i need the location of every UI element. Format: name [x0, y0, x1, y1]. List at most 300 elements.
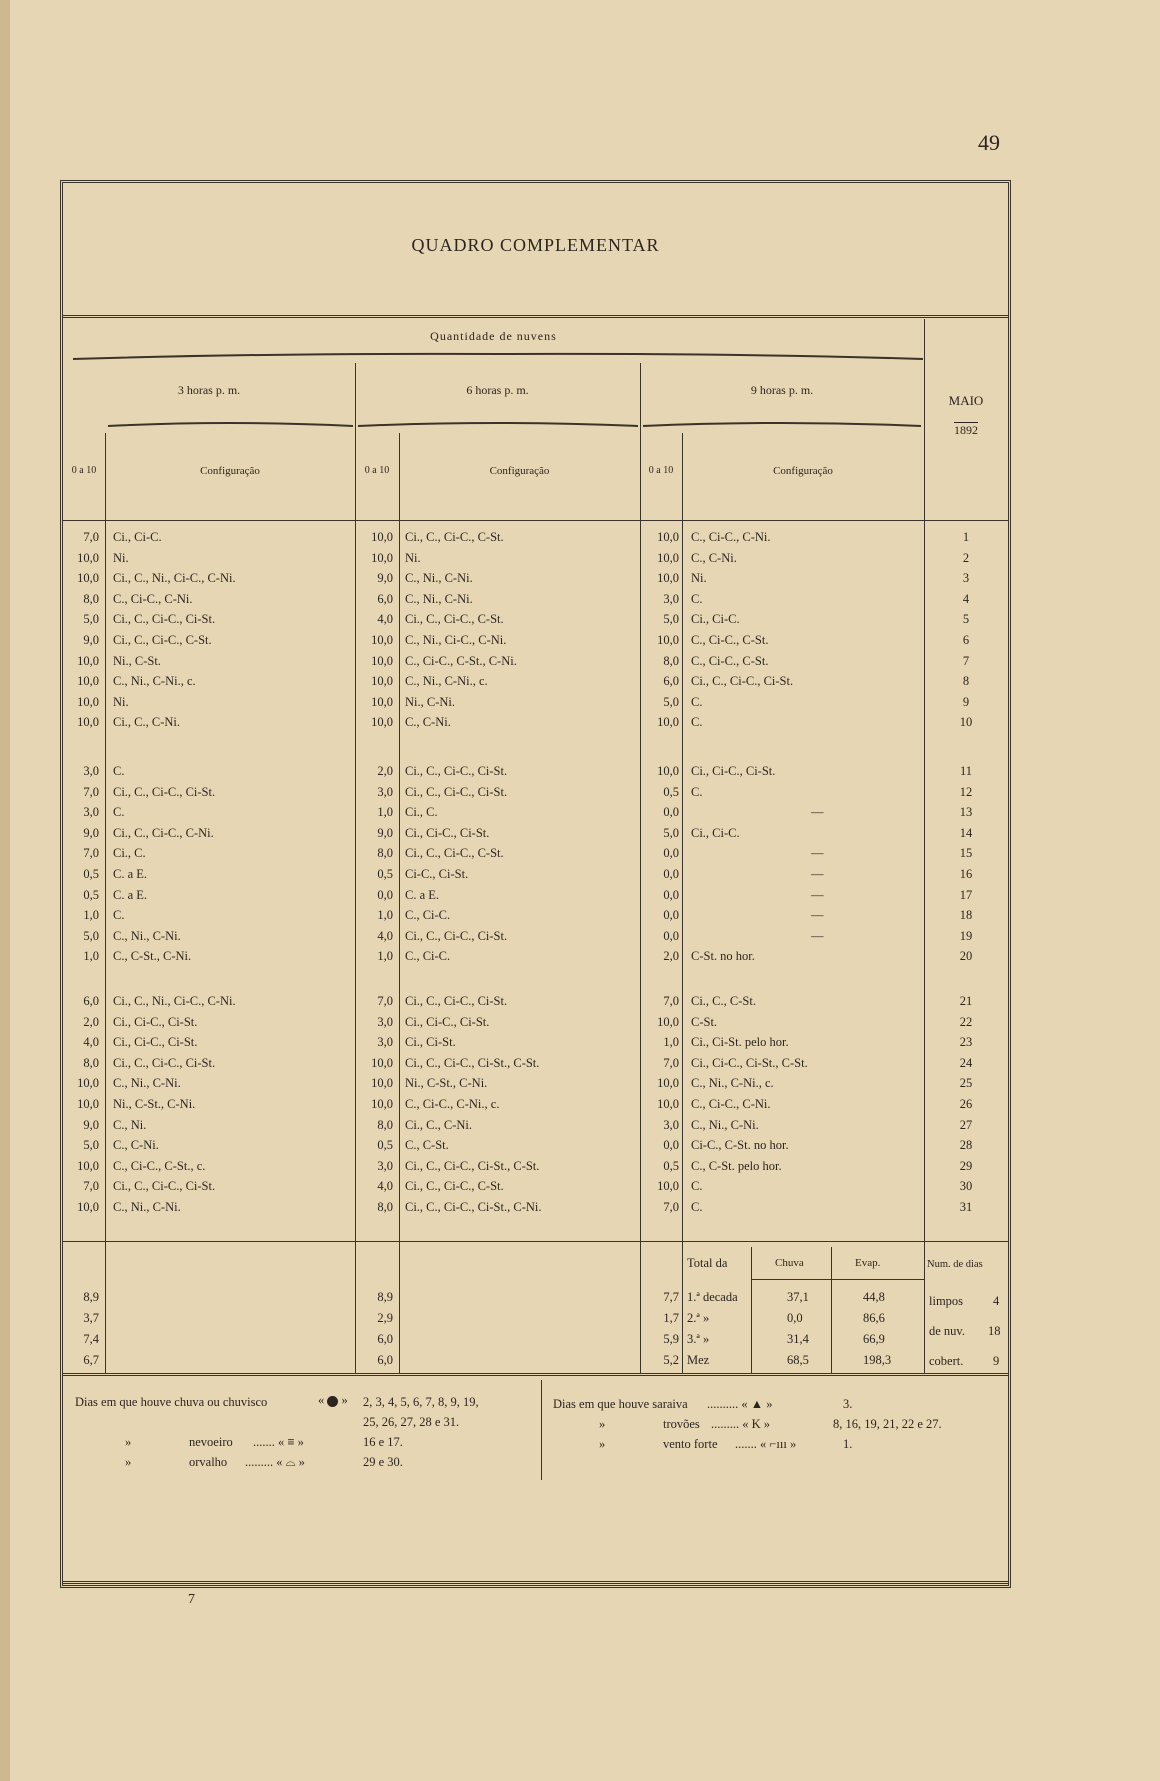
header-3h: 3 horas p. m.	[177, 383, 241, 397]
summary-periods: Mez	[687, 1353, 710, 1367]
footer-orvalho-days: 29 e 30.	[363, 1455, 403, 1469]
day-number: 5	[962, 612, 970, 627]
cloud-amount: 8,0	[83, 591, 99, 606]
day-number: 16	[959, 867, 973, 881]
summary-mean: 7,4	[83, 1332, 99, 1346]
cloud-configuration: Ci., Ci-C., Ci-St., C-St.	[691, 1055, 808, 1070]
cloud-amount: 7,0	[83, 530, 99, 544]
day-number: 20	[959, 949, 973, 964]
cloud-amount: 10,0	[77, 550, 99, 565]
cloud-configuration: Ci., C., Ci-C., Ci-St.	[113, 1179, 216, 1194]
ditto-mark: »	[599, 1437, 606, 1451]
footer-orvalho-label: orvalho	[189, 1455, 228, 1469]
cloud-amount: 10,0	[77, 1076, 99, 1091]
cloud-amount: 1,0	[83, 949, 99, 964]
bottom-number: 7	[188, 1592, 195, 1607]
summary-total-da: Total da	[687, 1256, 728, 1270]
cloud-amount: 3,0	[663, 591, 679, 606]
cloud-configuration: Ci., C., Ci-C., Ci-St.	[405, 994, 508, 1008]
summary-cobert: cobert.	[929, 1354, 964, 1368]
cloud-amount: 0,0	[663, 887, 679, 902]
cloud-amount: 0,5	[83, 867, 99, 881]
cloud-amount: 10,0	[371, 715, 393, 730]
cloud-configuration: —	[811, 887, 824, 902]
cloud-configuration: Ci., C., Ci-C., Ci-St.	[113, 612, 216, 627]
cloud-configuration: C., C-St. pelo hor.	[691, 1158, 782, 1173]
cloud-amount: 0,0	[663, 867, 679, 881]
summary-evap-vals: 44,8	[863, 1290, 885, 1304]
cloud-amount: 7,0	[83, 784, 99, 799]
day-number: 8	[962, 674, 970, 689]
rule	[751, 1247, 752, 1373]
day-number: 30	[959, 1179, 973, 1194]
cloud-amount: 10,0	[657, 550, 679, 565]
cloud-amount: 7,0	[663, 1055, 679, 1070]
cloud-amount: 2,0	[377, 764, 393, 778]
footer-chuva-days: 2, 3, 4, 5, 6, 7, 8, 9, 19,	[363, 1395, 479, 1409]
cloud-amount: 8,0	[83, 1055, 99, 1070]
cloud-configuration: C-St.	[691, 1014, 718, 1029]
footer-saraiva-days: 3.	[843, 1397, 853, 1411]
cloud-configuration: C. a E.	[113, 867, 148, 881]
cloud-amount: 10,0	[657, 1014, 679, 1029]
cloud-configuration: C., Ni., C-Ni.	[405, 591, 473, 606]
cloud-amount: 8,0	[377, 1117, 393, 1132]
cloud-configuration: Ni., C-St., C-Ni.	[405, 1076, 488, 1091]
header-month: MAIO	[948, 393, 984, 408]
summary-mean: 5,2	[663, 1353, 679, 1367]
cloud-configuration: C., C-Ni.	[113, 1138, 159, 1153]
cloud-configuration: C-St. no hor.	[691, 949, 755, 964]
cloud-amount: 4,0	[377, 1179, 393, 1194]
quadro-table	[60, 180, 1011, 1588]
cloud-configuration: C.	[691, 784, 703, 799]
cloud-amount: 7,0	[83, 1179, 99, 1194]
hail-icon: .......... « ▲ »	[707, 1397, 773, 1411]
day-number: 6	[962, 633, 970, 647]
day-number: 15	[959, 846, 973, 861]
summary-de-nuv: de nuv.	[929, 1324, 965, 1338]
cloud-amount: 3,0	[83, 764, 99, 778]
cloud-configuration: C.	[113, 908, 125, 923]
cloud-configuration: C., Ci-C., C-Ni.	[691, 530, 771, 544]
summary-evap-header: Evap.	[855, 1257, 881, 1269]
summary-cobert-val: 9	[993, 1354, 1000, 1368]
cloud-amount: 7,0	[377, 994, 393, 1008]
brace-3h	[108, 420, 353, 428]
cloud-amount: 4,0	[377, 928, 393, 943]
cloud-configuration: Ci., C., Ci-C., Ci-St., C-St.	[405, 1158, 540, 1173]
cloud-configuration: Ci., C.	[405, 805, 438, 820]
cloud-amount: 10,0	[77, 653, 99, 668]
cloud-configuration: C.	[691, 1200, 703, 1214]
cloud-amount: 0,0	[663, 928, 679, 943]
cloud-amount: 9,0	[83, 825, 99, 840]
cloud-configuration: Ci., C., Ci-C., Ci-St.	[113, 784, 216, 799]
footer-nevoeiro-label: nevoeiro	[189, 1435, 233, 1449]
cloud-configuration: Ci., C., Ci-C., Ci-St.	[113, 1055, 216, 1070]
cloud-amount: 10,0	[77, 571, 99, 586]
summary-chuva-vals: 31,4	[787, 1332, 809, 1346]
cloud-amount: 4,0	[83, 1035, 99, 1050]
day-number: 21	[959, 994, 973, 1008]
cloud-configuration: C., Ci-C., C-Ni., c.	[405, 1097, 500, 1111]
cloud-amount: 6,0	[663, 674, 679, 689]
day-number: 25	[959, 1076, 973, 1091]
day-number: 26	[959, 1097, 973, 1111]
cloud-configuration: C., Ci-C., C-St., C-Ni.	[405, 653, 517, 668]
cloud-configuration: C. a E.	[405, 887, 440, 902]
cloud-configuration: C., Ni.	[113, 1117, 147, 1132]
cloud-amount: 0,5	[377, 867, 393, 881]
cloud-amount: 2,0	[83, 1014, 99, 1029]
cloud-amount: 6,0	[83, 994, 99, 1008]
cloud-configuration: C., Ci-C., C-Ni.	[113, 591, 193, 606]
summary-chuva-vals: 37,1	[787, 1290, 809, 1304]
cloud-amount: 10,0	[657, 715, 679, 730]
cloud-configuration: —	[811, 805, 824, 820]
rule	[355, 363, 356, 1373]
ditto-mark: »	[599, 1417, 606, 1431]
summary-periods: 1.ª decada	[687, 1290, 738, 1304]
footer-trovoes-label: trovões	[663, 1417, 700, 1431]
cloud-configuration: C.	[113, 805, 125, 820]
cloud-amount: 1,0	[83, 908, 99, 923]
summary-mean: 6,0	[377, 1353, 393, 1367]
summary-mean: 7,7	[663, 1290, 679, 1304]
cloud-configuration: Ci., C., Ci-C., C-St.	[405, 1179, 504, 1194]
cloud-amount: 0,0	[663, 846, 679, 861]
rule	[831, 1247, 832, 1373]
day-number: 13	[959, 805, 973, 820]
cloud-configuration: —	[811, 867, 824, 881]
thunder-icon: ......... « K »	[711, 1417, 771, 1431]
cloud-configuration: Ci., Ci-C.	[691, 825, 740, 840]
cloud-configuration: Ci., C., Ni., Ci-C., C-Ni.	[113, 994, 236, 1008]
summary-mean: 5,9	[663, 1332, 679, 1346]
day-number: 29	[959, 1158, 973, 1173]
table-title: QUADRO COMPLEMENTAR	[411, 235, 660, 255]
day-number: 22	[959, 1014, 973, 1029]
cloud-configuration: C., Ni., C-Ni.	[691, 1117, 759, 1132]
cloud-amount: 10,0	[77, 694, 99, 709]
cloud-configuration: —	[811, 846, 824, 861]
cloud-amount: 10,0	[371, 1076, 393, 1091]
cloud-amount: 8,0	[377, 1200, 393, 1214]
cloud-configuration: C., Ni., C-Ni.	[113, 1076, 181, 1091]
cloud-configuration: C., Ni., C-Ni., c.	[691, 1076, 774, 1091]
day-number: 1	[962, 530, 970, 544]
cloud-configuration: C., Ni., C-Ni.	[113, 1200, 181, 1214]
cloud-configuration: —	[811, 908, 824, 923]
cloud-amount: 10,0	[657, 1076, 679, 1091]
summary-chuva-vals: 0,0	[787, 1311, 803, 1325]
cloud-amount: 10,0	[371, 653, 393, 668]
summary-mean: 3,7	[83, 1311, 99, 1325]
header-9h: 9 horas p. m.	[750, 383, 814, 397]
cloud-configuration: Ci., Ci-St. pelo hor.	[691, 1035, 789, 1050]
cloud-amount: 10,0	[657, 530, 679, 544]
cloud-amount: 5,0	[663, 825, 679, 840]
cloud-amount: 0,0	[663, 805, 679, 820]
rule	[640, 363, 641, 1373]
summary-num-dias: Num. de dias	[927, 1259, 983, 1270]
cloud-amount: 0,5	[663, 784, 679, 799]
cloud-configuration: Ci., Ci-C.	[691, 612, 740, 627]
footer-trovoes-days: 8, 16, 19, 21, 22 e 27.	[833, 1417, 942, 1431]
cloud-amount: 8,0	[377, 846, 393, 861]
cloud-amount: 5,0	[663, 612, 679, 627]
day-number: 23	[959, 1035, 973, 1050]
cloud-amount: 10,0	[371, 550, 393, 565]
header-config-9h: Configuração	[773, 465, 833, 477]
cloud-amount: 10,0	[371, 530, 393, 544]
cloud-amount: 10,0	[371, 1055, 393, 1070]
summary-de-nuv-val: 18	[988, 1324, 1001, 1338]
cloud-amount: 7,0	[663, 1200, 679, 1214]
rule	[63, 315, 1008, 318]
cloud-amount: 3,0	[377, 1014, 393, 1029]
footer-saraiva-label: Dias em que houve saraiva	[553, 1397, 688, 1411]
cloud-amount: 10,0	[77, 1158, 99, 1173]
cloud-configuration: Ci., C., Ci-C., Ci-St.	[405, 928, 508, 943]
day-number: 12	[959, 784, 973, 799]
cloud-configuration: Ci., C., Ci-C., Ci-St.	[691, 674, 794, 689]
cloud-amount: 10,0	[371, 1097, 393, 1111]
cloud-configuration: C., Ci-C., C-St., c.	[113, 1158, 206, 1173]
cloud-amount: 10,0	[657, 1097, 679, 1111]
rain-icon: « »	[318, 1393, 348, 1407]
cloud-amount: 10,0	[657, 1179, 679, 1194]
rule	[63, 1373, 1008, 1376]
rule	[105, 433, 106, 1373]
footer-vento-label: vento forte	[663, 1437, 718, 1451]
cloud-configuration: C., C-Ni.	[691, 550, 737, 565]
summary-mean: 2,9	[377, 1311, 393, 1325]
day-number: 3	[962, 571, 970, 586]
day-number: 24	[959, 1055, 973, 1070]
cloud-amount: 10,0	[371, 674, 393, 689]
brace-9h	[643, 420, 921, 428]
rule	[682, 433, 683, 1373]
summary-periods: 3.ª »	[687, 1332, 710, 1346]
cloud-configuration: C., Ni., C-Ni., c.	[405, 674, 488, 689]
cloud-configuration: Ci., C., Ci-C., Ci-St., C-St.	[405, 1055, 540, 1070]
cloud-amount: 1,0	[663, 1035, 679, 1050]
cloud-configuration: Ci., C., C-Ni.	[405, 1117, 473, 1132]
cloud-amount: 10,0	[657, 633, 679, 647]
cloud-amount: 3,0	[377, 1158, 393, 1173]
cloud-configuration: Ci., Ci-C., Ci-St.	[691, 764, 776, 778]
cloud-configuration: Ni., C-St.	[113, 653, 161, 668]
rule	[399, 433, 400, 1373]
cloud-amount: 0,0	[377, 887, 393, 902]
summary-evap-vals: 66,9	[863, 1332, 885, 1346]
header-scale-6h: 0 a 10	[364, 465, 390, 476]
cloud-amount: 0,5	[83, 887, 99, 902]
rule	[63, 520, 1008, 521]
cloud-configuration: C.	[691, 1179, 703, 1194]
cloud-amount: 7,0	[663, 994, 679, 1008]
cloud-amount: 10,0	[657, 571, 679, 586]
cloud-configuration: Ni.	[691, 571, 707, 586]
summary-evap-vals: 86,6	[863, 1311, 885, 1325]
wind-icon: ....... « ⌐ııı »	[735, 1437, 797, 1451]
cloud-configuration: Ci., C., Ni., Ci-C., C-Ni.	[113, 571, 236, 586]
dew-icon: ......... « ⌓ »	[245, 1455, 305, 1469]
cloud-amount: 10,0	[657, 764, 679, 778]
cloud-configuration: Ci-C., C-St. no hor.	[691, 1138, 789, 1153]
cloud-amount: 5,0	[663, 694, 679, 709]
cloud-amount: 9,0	[83, 633, 99, 647]
cloud-amount: 10,0	[77, 1200, 99, 1214]
rule	[63, 1241, 1008, 1242]
cloud-configuration: Ci., Ci-C., Ci-St.	[405, 1014, 490, 1029]
cloud-configuration: C. a E.	[113, 887, 148, 902]
ditto-mark: »	[125, 1435, 132, 1449]
summary-chuva-vals: 68,5	[787, 1353, 809, 1367]
cloud-amount: 10,0	[77, 715, 99, 730]
cloud-amount: 0,5	[377, 1138, 393, 1153]
cloud-amount: 9,0	[377, 825, 393, 840]
cloud-configuration: Ci., Ci-C.	[113, 530, 162, 544]
summary-mean: 1,7	[663, 1311, 679, 1325]
cloud-configuration: Ci., Ci-C., Ci-St.	[113, 1014, 198, 1029]
cloud-amount: 0,5	[663, 1158, 679, 1173]
cloud-amount: 1,0	[377, 949, 393, 964]
cloud-configuration: C., C-Ni.	[405, 715, 451, 730]
summary-mean: 6,7	[83, 1353, 99, 1367]
summary-evap-vals: 198,3	[863, 1353, 892, 1367]
brace-6h	[358, 420, 638, 428]
cloud-configuration: Ci-C., Ci-St.	[405, 867, 469, 881]
footer-chuva-days2: 25, 26, 27, 28 e 31.	[363, 1415, 460, 1429]
header-config-6h: Configuração	[489, 465, 550, 477]
cloud-configuration: C.	[691, 694, 703, 709]
cloud-amount: 6,0	[377, 591, 393, 606]
cloud-amount: 5,0	[83, 1138, 99, 1153]
cloud-configuration: C., Ni., C-Ni.	[405, 571, 473, 586]
day-number: 4	[962, 591, 970, 606]
summary-mean: 6,0	[377, 1332, 393, 1346]
cloud-configuration: Ci., C., Ci-C., Ci-St., C-Ni.	[405, 1200, 542, 1214]
cloud-amount: 0,0	[663, 908, 679, 923]
day-number: 7	[962, 653, 970, 668]
cloud-amount: 8,0	[663, 653, 679, 668]
cloud-configuration: Ci., C., Ci-C., Ci-St.	[405, 764, 508, 778]
cloud-configuration: C., C-St., C-Ni.	[113, 949, 192, 964]
cloud-configuration: Ni., C-Ni.	[405, 694, 455, 709]
cloud-configuration: C., Ni., Ci-C., C-Ni.	[405, 633, 507, 647]
cloud-configuration: Ci., Ci-C., Ci-St.	[405, 825, 490, 840]
cloud-amount: 2,0	[663, 949, 679, 964]
cloud-configuration: —	[811, 928, 824, 943]
cloud-amount: 3,0	[83, 805, 99, 820]
header-year: 1892	[954, 423, 978, 437]
summary-mean: 8,9	[377, 1290, 393, 1304]
day-number: 31	[959, 1200, 973, 1214]
cloud-configuration: Ci., C., Ci-C., C-St.	[405, 612, 504, 627]
header-config-3h: Configuração	[200, 465, 260, 477]
cloud-configuration: Ci., C., C-Ni.	[113, 715, 181, 730]
footer-nevoeiro-days: 16 e 17.	[363, 1435, 403, 1449]
cloud-configuration: C.	[691, 591, 703, 606]
header-quantidade: Quantidade de nuvens	[430, 329, 557, 343]
cloud-configuration: Ci., C., Ci-C., C-St.	[405, 846, 504, 861]
day-number: 2	[962, 550, 970, 565]
cloud-configuration: C., Ci-C.	[405, 908, 451, 923]
day-number: 9	[962, 694, 970, 709]
cloud-amount: 10,0	[371, 694, 393, 709]
cloud-configuration: Ci., C.	[113, 846, 146, 861]
day-number: 19	[959, 928, 973, 943]
summary-periods: 2.ª »	[687, 1311, 710, 1325]
footer-vento-days: 1.	[843, 1437, 853, 1451]
cloud-amount: 1,0	[377, 908, 393, 923]
cloud-amount: 10,0	[371, 633, 393, 647]
cloud-amount: 4,0	[377, 612, 393, 627]
cloud-configuration: Ci., C., Ci-C., C-St.	[405, 530, 504, 544]
cloud-configuration: C., Ni., C-Ni., c.	[113, 674, 196, 689]
cloud-configuration: Ci., C., Ci-C., C-St.	[113, 633, 212, 647]
cloud-configuration: C., Ci-C., C-St.	[691, 653, 769, 668]
summary-chuva-header: Chuva	[775, 1257, 804, 1269]
page-number: 49	[978, 130, 1000, 155]
cloud-amount: 9,0	[377, 571, 393, 586]
cloud-configuration: C., Ni., C-Ni.	[113, 928, 181, 943]
cloud-configuration: Ci., C., C-St.	[691, 994, 756, 1008]
cloud-configuration: C.	[113, 764, 125, 778]
cloud-configuration: Ci., C., Ci-C., Ci-St.	[405, 784, 508, 799]
brace-quantidade	[73, 351, 923, 361]
summary-mean: 8,9	[83, 1290, 99, 1304]
cloud-amount: 3,0	[663, 1117, 679, 1132]
cloud-amount: 10,0	[77, 674, 99, 689]
footer-chuva-label: Dias em que houve chuva ou chuvisco	[75, 1395, 268, 1409]
ditto-mark: »	[125, 1455, 132, 1469]
day-number: 17	[959, 887, 973, 902]
cloud-amount: 9,0	[83, 1117, 99, 1132]
rule	[63, 1581, 1008, 1584]
day-number: 18	[959, 908, 973, 923]
day-number: 10	[959, 715, 973, 730]
cloud-amount: 5,0	[83, 928, 99, 943]
cloud-configuration: C.	[691, 715, 703, 730]
cloud-amount: 10,0	[77, 1097, 99, 1111]
cloud-amount: 0,0	[663, 1138, 679, 1153]
day-number: 14	[959, 825, 973, 840]
rule	[924, 319, 925, 1373]
cloud-configuration: C., Ci-C., C-Ni.	[691, 1097, 771, 1111]
cloud-configuration: C., Ci-C.	[405, 949, 451, 964]
cloud-amount: 3,0	[377, 1035, 393, 1050]
header-scale-9h: 0 a 10	[648, 465, 674, 476]
cloud-configuration: C., C-St.	[405, 1138, 449, 1153]
cloud-configuration: Ci., Ci-C., Ci-St.	[113, 1035, 198, 1050]
day-number: 11	[959, 764, 973, 778]
cloud-amount: 7,0	[83, 846, 99, 861]
cloud-configuration: Ni.	[405, 550, 421, 565]
cloud-configuration: Ni.	[113, 694, 129, 709]
cloud-configuration: Ci., Ci-St.	[405, 1035, 456, 1050]
summary-limpos: limpos	[929, 1294, 964, 1308]
day-number: 28	[959, 1138, 973, 1153]
rule	[751, 1279, 924, 1280]
cloud-configuration: Ci., C., Ci-C., C-Ni.	[113, 825, 214, 840]
cloud-amount: 5,0	[83, 612, 99, 627]
cloud-configuration: C., Ci-C., C-St.	[691, 633, 769, 647]
rule	[541, 1380, 542, 1480]
